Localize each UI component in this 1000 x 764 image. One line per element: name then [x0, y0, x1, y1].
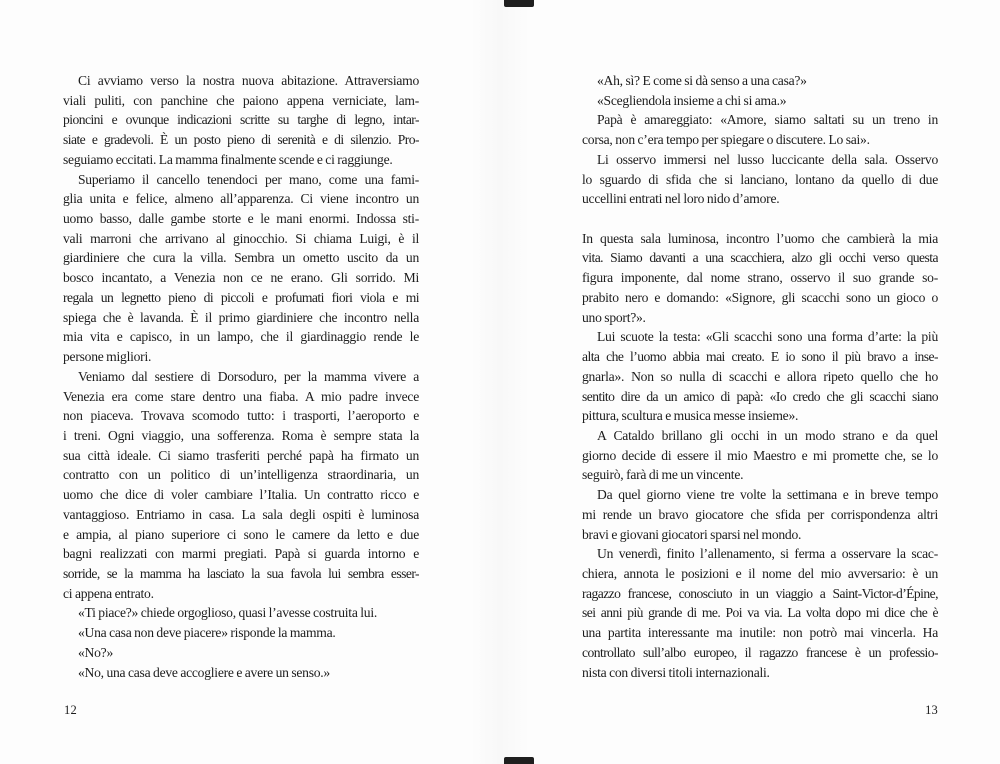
binding-mark-bottom [504, 757, 534, 764]
page-number-right: 13 [925, 703, 938, 717]
text-line: vantaggioso. Entriamo in casa. La sala degli ospiti è luminosa [63, 506, 419, 522]
text-line: lo sguardo di sfida che si lanciano, lontano da quello di due [582, 171, 938, 187]
text-line: Papà è amareggiato: «Amore, siamo saltati su un treno in [597, 112, 938, 128]
text-line: e ampia, al piano superiore ci sono le camere da letto e due [63, 526, 419, 542]
text-line: Superiamo il cancello tenendoci per mano, come una fami- [78, 171, 419, 187]
text-line: nista con diversi titoli internazionali. [582, 664, 770, 680]
blank-line [582, 209, 938, 229]
text-line: gnarla». Non so nulla di scacchi e allora ripeto quello che ho [582, 368, 938, 384]
text-line: bravi e giovani giocatori sparsi nel mondo. [582, 526, 802, 542]
text-line: ragazzo francese, conosciuto in un viaggio a Saint-Victor-d’Épine, [582, 585, 938, 601]
text-line: Ci avviamo verso la nostra nuova abitazione. Attraversiamo [78, 73, 419, 88]
text-line: Li osservo immersi nel lusso luccicante della sala. Osservo [597, 151, 938, 167]
text-line: sorride, se la mamma ha lasciato la sua favola lui sembra esser- [63, 565, 419, 581]
text-line: persone migliori. [63, 349, 152, 365]
text-line: i treni. Ogni viaggio, una sofferenza. Roma è sempre stata la [63, 427, 419, 443]
text-line: vita. Siamo davanti a una scacchiera, alzo gli occhi verso questa [582, 250, 938, 266]
text-line: controllato sull’albo europeo, il ragazzo francese è un professio- [582, 644, 938, 660]
text-line: mia vita e capisco, in un lampo, che il giardinaggio rende le [63, 329, 419, 345]
text-line: Da quel giorno viene tre volte la settimana e in breve tempo [597, 487, 938, 503]
text-line: corsa, non c’era tempo per spiegare o discutere. Lo sai». [582, 132, 870, 148]
text-line: In questa sala luminosa, incontro l’uomo che cambierà la mia [582, 230, 938, 246]
page-left-text-block [63, 71, 419, 682]
text-line: sentito dire da un amico di papà: «Io credo che gli scacchi siano [582, 388, 938, 404]
page-right [500, 0, 1000, 764]
text-line: regala un legnetto pieno di piccoli e profumati fiori viola e mi [63, 289, 419, 305]
text-line: Veniamo dal sestiere di Dorsoduro, per la mamma vivere a [78, 368, 419, 384]
text-line: pioncini e ovunque indicazioni scritte su targhe di legno, intar- [63, 112, 419, 128]
text-line: contratto con un politico di un’intelligenza straordinaria, un [63, 467, 419, 483]
text-line: alta che l’uomo abbia mai creato. E io sono il più bravo a inse- [582, 349, 938, 365]
text-line: uccellini entrati nel loro nido d’amore. [582, 191, 780, 207]
text-line: Un venerdì, finito l’allenamento, si ferma a osservare la scac- [597, 546, 938, 562]
text-line: giorno decide di essere il mio Maestro e mi promette che, se lo [582, 447, 938, 463]
text-line: una partita interessante ma inutile: non potrò mai vincerla. Ha [582, 625, 938, 641]
text-line: siate e gradevoli. È un posto pieno di serenità e di silenzio. Pro- [63, 132, 419, 148]
text-line: bagni realizzati con marmi pregiati. Papà si guarda intorno e [63, 546, 419, 562]
text-line: vali marroni che arrivano al ginocchio. Si chiama Luigi, è il [63, 230, 419, 246]
text-line: spiega che è lavanda. È il primo giardiniere che incontro nella [63, 309, 419, 325]
text-line: chiera, annota le posizioni e il nome del mio avversario: è un [582, 565, 938, 581]
text-line: figura imponente, dal nome strano, osservo il suo grande so- [582, 270, 938, 286]
text-line: pittura, scultura e musica messe insieme». [582, 408, 799, 424]
text-line: «No?» [78, 644, 113, 660]
text-line: ci appena entrato. [63, 585, 154, 601]
text-line: A Cataldo brillano gli occhi in un modo strano e da quel [597, 427, 938, 443]
text-line: sei anni più grande di me. Poi va via. La volta dopo mi dice che è [582, 605, 938, 621]
text-line: non piaceva. Trovava scomodo tutto: i trasporti, l’aeroporto e [63, 408, 419, 424]
text-line: Lui scuote la testa: «Gli scacchi sono una forma d’arte: la più [597, 329, 938, 345]
text-line: glia unita e felice, almeno all’apparenza. Ci viene incontro un [63, 191, 419, 207]
text-line: prabito nero e domando: «Signore, gli scacchi sono un gioco o [582, 289, 938, 305]
text-line: mi rende un bravo giocatore che sfida per corrispondenza altri [582, 506, 938, 522]
text-line: uomo che dice di voler cambiare l’Italia. Un contratto ricco e [63, 487, 419, 503]
text-line: «Ah, sì? E come si dà senso a una casa?» [597, 73, 807, 88]
text-line: «Scegliendola insieme a chi si ama.» [597, 92, 787, 108]
text-line: sua città ideale. Ci siamo trasferiti perché papà ha firmato un [63, 447, 419, 463]
text-line: «Ti piace?» chiede orgoglioso, quasi l’avesse costruita lui. [78, 605, 378, 621]
text-line: Venezia era come stare dentro una fiaba. A mio padre invece [63, 388, 419, 404]
text-line: seguiamo eccitati. La mamma finalmente scende e ci raggiunge. [63, 151, 393, 167]
text-line: «Una casa non deve piacere» risponde la mamma. [78, 625, 336, 641]
binding-mark-top [504, 0, 534, 7]
text-line: giardiniere che cura la villa. Sembra un ometto uscito da un [63, 250, 419, 266]
text-line: viali puliti, con panchine che paiono appena verniciate, lam- [63, 92, 419, 108]
page-number-left: 12 [64, 703, 77, 717]
text-line: uomo basso, dalle gambe storte e le mani enormi. Indossa sti- [63, 211, 419, 227]
page-right-text-block [582, 71, 938, 682]
text-line: bosco incantato, a Venezia non ce ne erano. Gli sorrido. Mi [63, 270, 419, 286]
text-line: seguirò, farà di me un vincente. [582, 467, 744, 483]
text-line: «No, una casa deve accogliere e avere un senso.» [78, 664, 330, 680]
text-line: uno sport?». [582, 309, 646, 325]
